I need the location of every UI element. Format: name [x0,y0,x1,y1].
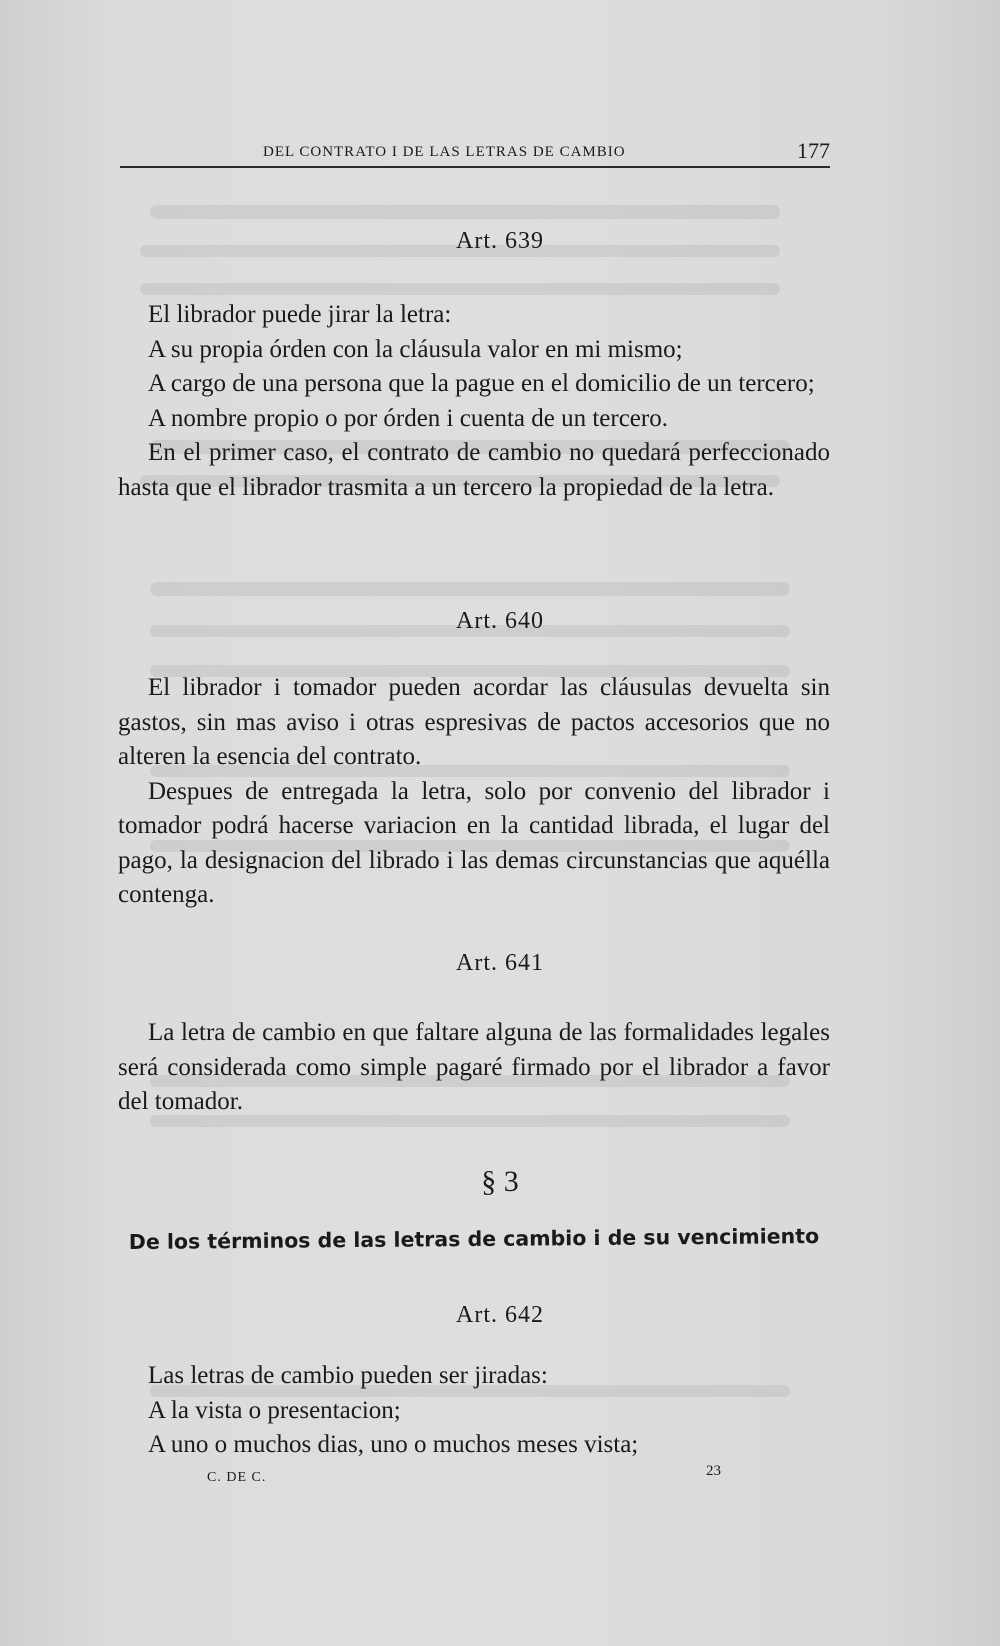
article-body-642 [118,1359,830,1463]
article-body-640 [118,671,830,913]
paragraph: A la vista o presentacion; [148,1396,401,1424]
article-body-641 [118,1016,830,1120]
article-heading-641: Art. 641 [456,950,544,976]
paragraph: En el primer caso, el contrato de cambio no quedará perfeccionado hasta que el librador trasmita a un tercero la propiedad de la letra. [118,439,830,501]
article-heading-639: Art. 639 [456,228,544,254]
article-body-639 [118,298,830,505]
paragraph: Las letras de cambio pueden ser jiradas: [148,1362,548,1389]
sheet-number: 23 [706,1463,721,1479]
paragraph: La letra de cambio en que faltare alguna de las formalidades legales será considerada como simple pagaré firmado por el librador a favor del tomador. [118,1019,830,1115]
section-title: De los términos de las letras de cambio i de su vencimiento [128,1223,820,1255]
paragraph: A su propia órden con la cláusula valor en mi mismo; [148,335,683,363]
paragraph: A uno o muchos dias, uno o muchos meses vista; [148,1431,639,1458]
page-header [120,136,830,168]
paragraph: Despues de entregada la letra, solo por convenio del librador i tomador podrá hacerse variacion en la cantidad librada, el lugar del pago, la designacion del librado i las demas circunstancias que aquélla contenga. [118,777,830,908]
section-mark: § 3 [481,1165,519,1198]
page-number: 177 [797,138,830,163]
running-head: DEL CONTRATO I DE LAS LETRAS DE CAMBIO [263,144,626,160]
article-heading-642: Art. 642 [456,1302,544,1328]
signature-mark: C. DE C. [207,1470,267,1485]
paragraph: A cargo de una persona que la pague en el domicilio de un tercero; [148,370,815,397]
article-heading-640: Art. 640 [456,608,544,634]
paragraph: El librador i tomador pueden acordar las cláusulas devuelta sin gastos, sin mas aviso i otras espresivas de pactos accesorios que no alteren la esencia del contrato. [118,674,830,770]
paragraph: El librador puede jirar la letra: [148,301,452,328]
paragraph: A nombre propio o por órden i cuenta de un tercero. [148,404,668,432]
